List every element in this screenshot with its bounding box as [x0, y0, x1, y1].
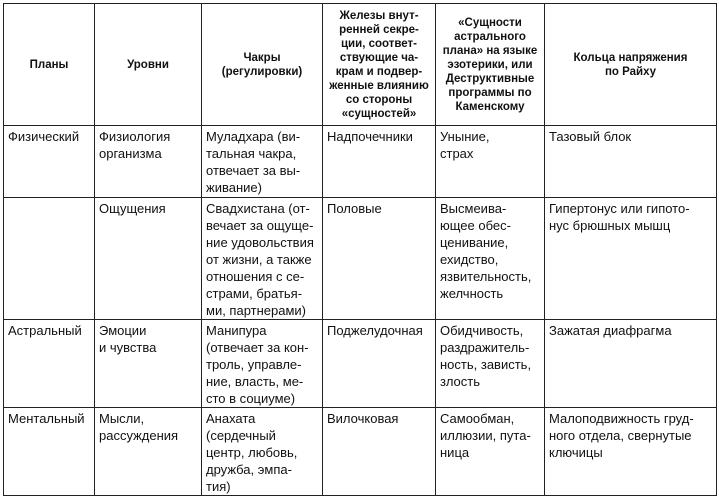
cell-gland: Надпочечники [323, 126, 436, 198]
cell-level: Мысли, рассуждения [95, 408, 202, 496]
header-row [4, 4, 717, 126]
header-entities: «Сущности астрального плана» на языке эзотерики, или Деструктивные программы по Каменскому [436, 4, 545, 126]
cell-level: Физиология организма [95, 126, 202, 198]
cell-tension-ring: Зажатая диафрагма [545, 320, 717, 408]
cell-gland: Половые [323, 198, 436, 320]
cell-entity: Уныние, страх [436, 126, 545, 198]
table-row [4, 320, 717, 408]
header-levels: Уровни [95, 4, 202, 126]
cell-plan: Физический [4, 126, 95, 198]
cell-tension-ring: Гипертонус или гипото- нус брюшных мышц [545, 198, 717, 320]
header-glands: Железы внут- ренней секре- ции, соответ- ствующие ча- крам и подвер- женные влиянию со стороны «сущностей» [323, 4, 436, 126]
cell-entity: Высмеива- ющее обес- ценивание, ехидство, язвительность, желчность [436, 198, 545, 320]
table-row [4, 408, 717, 496]
table-header [4, 4, 717, 126]
cell-gland: Поджелудочная [323, 320, 436, 408]
cell-chakra: Муладхара (ви- тальная чакра, отвечает за вы- живание) [202, 126, 323, 198]
header-chakras: Чакры (регулировки) [202, 4, 323, 126]
cell-plan: Ментальный [4, 408, 95, 496]
cell-chakra: Манипура (отвечает за кон- троль, управле- ние, власть, ме- сто в социуме) [202, 320, 323, 408]
cell-entity: Самообман, иллюзии, пута- ница [436, 408, 545, 496]
cell-gland: Вилочковая [323, 408, 436, 496]
header-tension-rings: Кольца напряжения по Райху [545, 4, 717, 126]
cell-plan [4, 198, 95, 320]
table-row [4, 198, 717, 320]
cell-chakra: Свадхистана (от- вечает за ощуще- ние удовольствия от жизни, а также отношения с се- страми, братья- ми, партнерами) [202, 198, 323, 320]
header-plans: Планы [4, 4, 95, 126]
cell-plan: Астральный [4, 320, 95, 408]
cell-chakra: Анахата (сердечный центр, любовь, дружба, эмпа- тия) [202, 408, 323, 496]
table-row [4, 126, 717, 198]
cell-level: Ощущения [95, 198, 202, 320]
cell-tension-ring: Тазовый блок [545, 126, 717, 198]
cell-entity: Обидчивость, раздражитель- ность, зависть, злость [436, 320, 545, 408]
cell-level: Эмоции и чувства [95, 320, 202, 408]
table-body [4, 126, 717, 496]
cell-tension-ring: Малоподвижность груд- ного отдела, свернутые ключицы [545, 408, 717, 496]
correspondence-table [3, 3, 717, 496]
